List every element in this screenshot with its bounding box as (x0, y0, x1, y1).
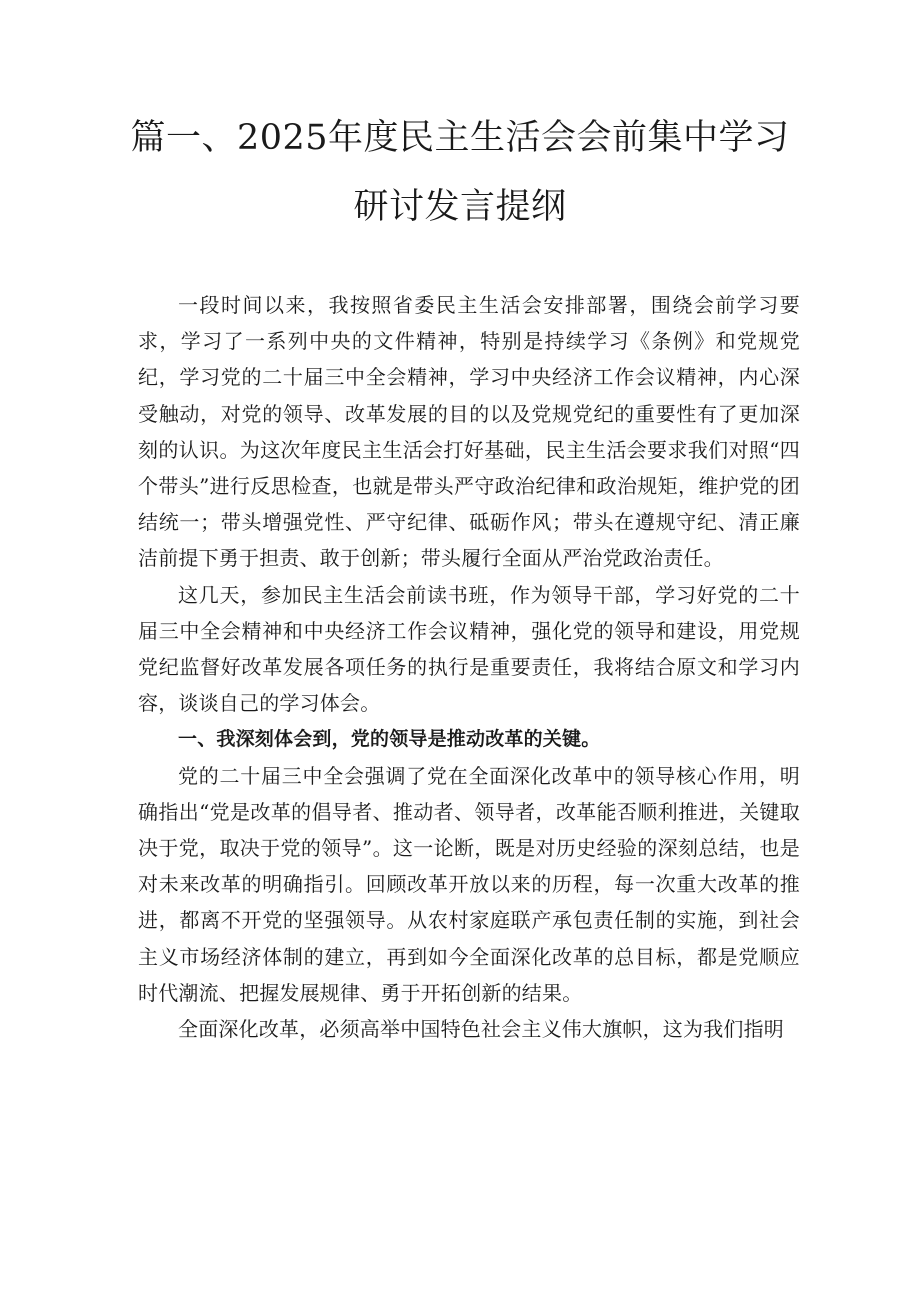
section-heading-1: 一、我深刻体会到，党的领导是推动改革的关键。 (178, 728, 601, 751)
paragraph-deepening-reform: 全面深化改革，必须高举中国特色社会主义伟大旗帜，这为我们指明 (178, 1017, 784, 1042)
paragraph-party-leadership: 党的二十届三中全会强调了党在全面深化改革中的领导核心作用，明确指出“党是改革的倡导者、推动者、领导者，改革能否顺利推进，关键取决于党，取决于党的领导”。这一论断，既是对历史经验的深刻总结，也是对未来改革的明确指引。回顾改革开放以来的历程，每一次重大改革的推进，都离不开党的坚强领导。从农村家庭联产承包责任制的实施，到社会主义市场经济体制的建立，再到如今全面深化改革的总目标，都是党顺应时代潮流、把握发展规律、勇于开拓创新的结果。 (138, 763, 800, 1005)
title-line-1: 篇一、2025年度民主生活会会前集中学习 (130, 118, 790, 158)
paragraph-intro: 一段时间以来，我按照省委民主生活会安排部署，围绕会前学习要求，学习了一系列中央的文件精神，特别是持续学习《条例》和党规党纪，学习党的二十届三中全会精神，学习中央经济工作会议精神，内心深受触动，对党的领导、改革发展的目的以及党规党纪的重要性有了更加深刻的认识。为这次年度民主生活会打好基础，民主生活会要求我们对照“四个带头”进行反思检查，也就是带头严守政治纪律和政治规矩，维护党的团结统一；带头增强党性、严守纪律、砥砺作风；带头在遵规守纪、清正廉洁前提下勇于担责、敢于创新；带头履行全面从严治党政治责任。 (138, 293, 800, 571)
document-title (120, 104, 800, 242)
title-line-2: 研讨发言提纲 (353, 187, 567, 227)
document-body (138, 287, 800, 1047)
paragraph-study: 这几天，参加民主生活会前读书班，作为领导干部，学习好党的二十届三中全会精神和中央经济工作会议精神，强化党的领导和建设，用党规党纪监督好改革发展各项任务的执行是重要责任，我将结合原文和学习内容，谈谈自己的学习体会。 (138, 582, 800, 716)
